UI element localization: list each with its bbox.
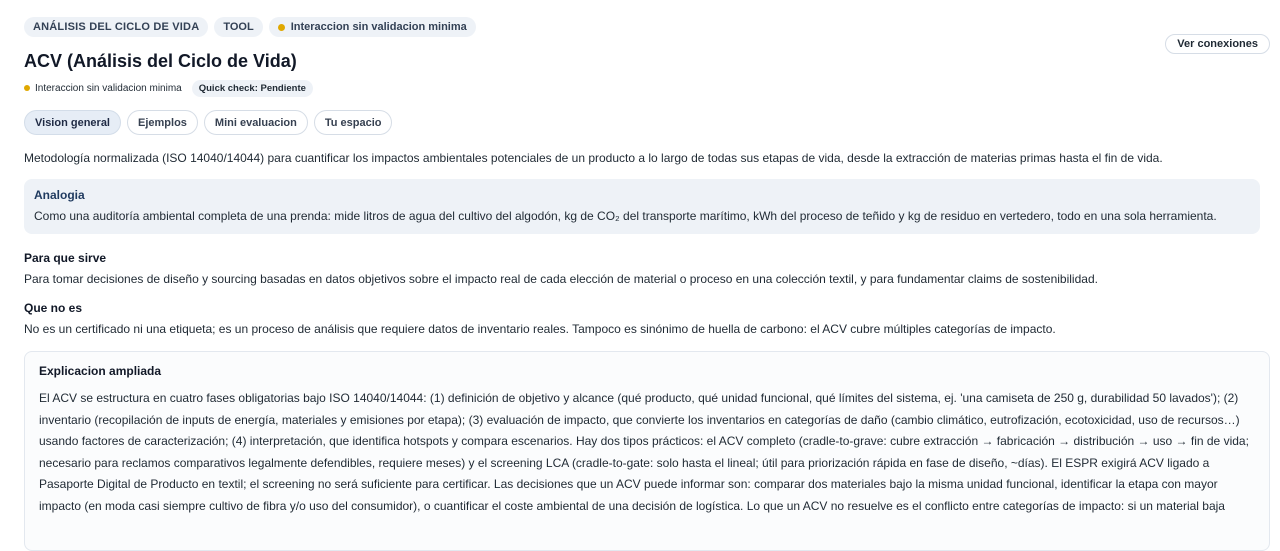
tab-bar — [24, 110, 1270, 135]
meta-status — [24, 83, 182, 94]
view-connections-button[interactable]: Ver conexiones — [1165, 34, 1270, 54]
status-dot-icon — [24, 85, 30, 91]
analogy-title: Analogia — [34, 188, 85, 202]
tab-mini-evaluation[interactable]: Mini evaluacion — [204, 110, 308, 135]
tab-examples[interactable]: Ejemplos — [127, 110, 198, 135]
analogy-text: Como una auditoría ambiental completa de una prenda: mide litros de agua del cultivo del algodón, kg de CO₂ del transporte marítimo, kWh del proceso de teñido y kg de residuo en vertedero, todo en una sola herramienta. — [34, 209, 1217, 223]
extended-title: Explicacion ampliada — [39, 364, 162, 378]
not-section — [24, 301, 1270, 337]
meta-row — [24, 79, 1270, 97]
type-chip: TOOL — [214, 17, 262, 37]
not-text: No es un certificado ni una etiqueta; es un proceso de análisis que requiere datos de inventario reales. Tampoco es sinónimo de huella de carbono: el ACV cubre múltiples categorías de impacto. — [24, 322, 1056, 336]
status-chip-label: Interaccion sin validacion minima — [290, 21, 467, 33]
extended-explanation-card — [24, 351, 1270, 551]
extended-text: El ACV se estructura en cuatro fases obligatorias bajo ISO 14040/14044: (1) definición de objetivo y alcance (qué producto, qué unidad funcional, qué límites del sistema, ej. 'una camiseta de 250 g, durabilidad 50 lavados'); (2) inventario (recopilación de inputs de energía, materiales y emisiones por etapa); (3) evaluación de impacto, que convierte los inventarios en categorías de daño (cambio climático, eutrofización, ecotoxicidad, uso de recursos…) usando factores de caracterización; (4) interpretación, que identifica hotspots y compara escenarios. Hay dos tipos prácticos: el ACV completo (cradle-to-grave: cubre extracción → fabricación → distribución → uso → fin de vida; necesario para reclamos comparativos legalmente defendibles, requiere meses) y el screening LCA (cradle-to-gate: solo hasta el lineal; útil para priorización rápida en fase de diseño, ~días). El ESPR exigirá ACV ligado a Pasaporte Digital de Producto en textil; el screening no será suficiente para certificar. Las decisiones que un ACV puede informar son: comparar dos materiales bajo la misma unidad funcional, identificar la etapa con mayor impacto (en moda casi siempre cultivo de fibra y/o uso del consumidor), o cuantificar el coste ambiental de una decisión de logística. Lo que un ACV no resuelve es el conflicto entre categorías de impacto: si un material baja — [39, 391, 1249, 513]
purpose-title: Para que sirve — [24, 251, 107, 265]
analogy-box — [24, 179, 1260, 234]
header-chips — [24, 17, 1270, 37]
tab-overview[interactable]: Vision general — [24, 110, 121, 135]
purpose-text: Para tomar decisiones de diseño y sourcing basadas en datos objetivos sobre el impacto real de cada elección de material o proceso en una colección textil, y para fundamentar claims de sostenibilidad. — [24, 272, 1098, 286]
purpose-section — [24, 251, 1270, 287]
concept-detail-panel — [0, 17, 1280, 551]
meta-status-label: Interaccion sin validacion minima — [35, 82, 182, 94]
not-title: Que no es — [24, 301, 83, 315]
status-dot-icon — [278, 24, 285, 31]
tab-your-space[interactable]: Tu espacio — [314, 110, 393, 135]
category-chip: ANÁLISIS DEL CICLO DE VIDA — [24, 17, 208, 37]
quick-check-badge: Quick check: Pendiente — [192, 80, 313, 97]
page-title: ACV (Análisis del Ciclo de Vida) — [24, 51, 297, 71]
definition-text: Metodología normalizada (ISO 14040/14044) para cuantificar los impactos ambientales potenciales de un producto a lo largo de todas sus etapas de vida, desde la extracción de materias primas hasta el fin de vida. — [24, 151, 1163, 165]
status-chip — [269, 17, 476, 37]
